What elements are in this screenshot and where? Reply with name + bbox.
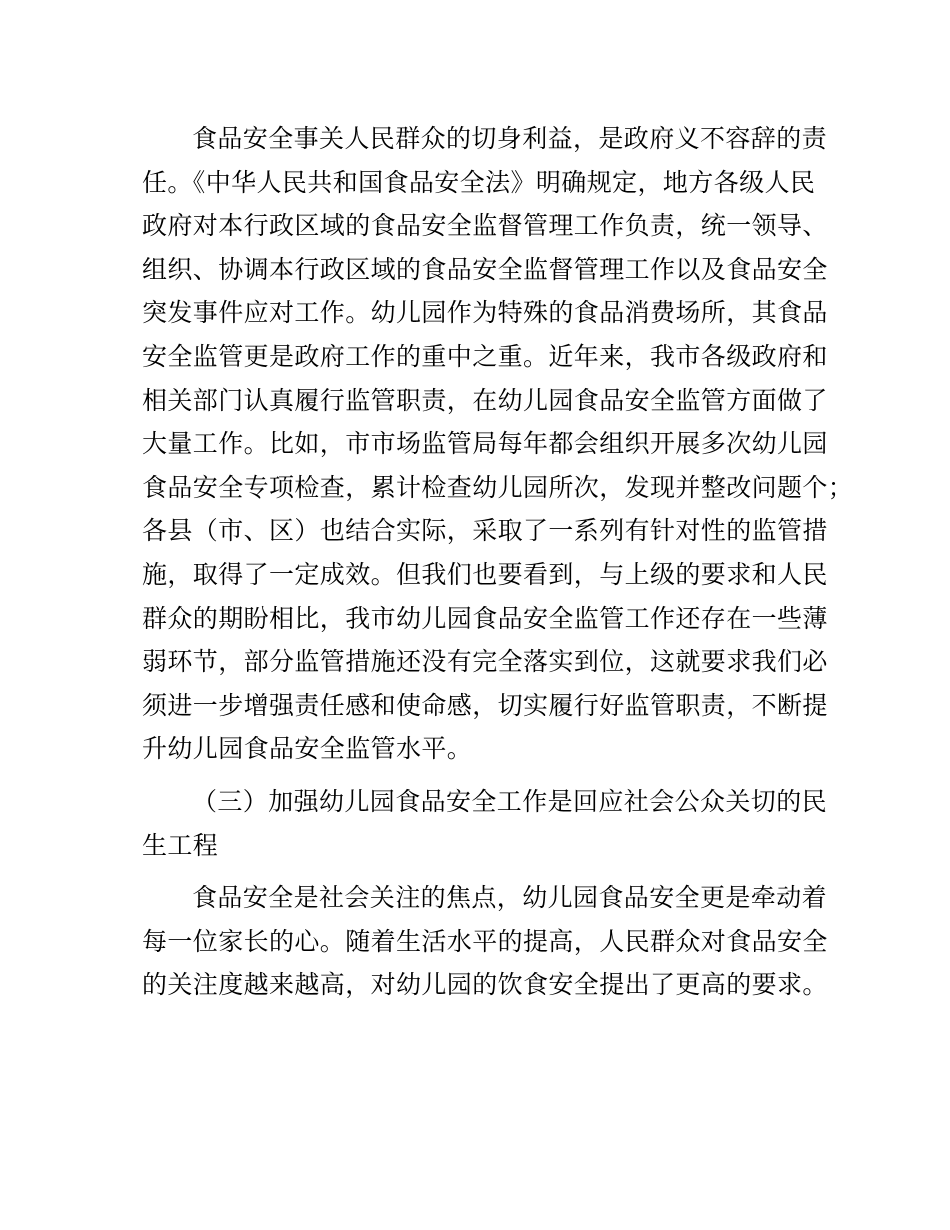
paragraph-line: 政府对本行政区域的食品安全监督管理工作负责，统一领导、 (142, 211, 828, 241)
paragraph-line: 突发事件应对工作。幼儿园作为特殊的食品消费场所，其食品 (142, 298, 828, 328)
paragraph-line: 食品安全是社会关注的焦点，幼儿园食品安全更是牵动着 (192, 883, 828, 913)
section-heading-3 (142, 780, 830, 867)
paragraph-line: 各县（市、区）也结合实际，采取了一系列有针对性的监管措 (142, 516, 828, 546)
paragraph-line: 食品安全专项检查，累计检查幼儿园所次，发现并整改问题个； (142, 472, 854, 502)
paragraph-line: 食品安全事关人民群众的切身利益，是政府义不容辞的责 (192, 124, 828, 153)
paragraph-public-concern (142, 876, 830, 1007)
paragraph-line: 大量工作。比如，市市场监管局每年都会组织开展多次幼儿园 (142, 429, 828, 459)
paragraph-line: 群众的期盼相比，我市幼儿园食品安全监管工作还存在一些薄 (142, 603, 828, 633)
paragraph-line: 弱环节，部分监管措施还没有完全落实到位，这就要求我们必 (142, 647, 828, 677)
paragraph-food-safety-responsibility (142, 117, 854, 771)
paragraph-line: 施，取得了一定成效。但我们也要看到，与上级的要求和人民 (142, 559, 828, 589)
paragraph-line: 每一位家长的心。随着生活水平的提高，人民群众对食品安全 (142, 926, 828, 956)
paragraph-line: 安全监管更是政府工作的重中之重。近年来，我市各级政府和 (142, 341, 828, 371)
paragraph-line: 任。《中华人民共和国食品安全法》明确规定，地方各级人民 (142, 167, 816, 197)
paragraph-line: 的关注度越来越高，对幼儿园的饮食安全提出了更高的要求。 (142, 970, 828, 1000)
heading-line: 生工程 (142, 830, 219, 860)
heading-line: （三）加强幼儿园食品安全工作是回应社会公众关切的民 (192, 786, 828, 816)
paragraph-line: 须进一步增强责任感和使命感，切实履行好监管职责，不断提 (142, 690, 828, 720)
paragraph-line: 相关部门认真履行监管职责，在幼儿园食品安全监管方面做了 (142, 385, 828, 415)
document-body (142, 117, 854, 1007)
paragraph-line: 升幼儿园食品安全监管水平。 (142, 734, 473, 764)
paragraph-line: 组织、协调本行政区域的食品安全监督管理工作以及食品安全 (142, 254, 828, 284)
